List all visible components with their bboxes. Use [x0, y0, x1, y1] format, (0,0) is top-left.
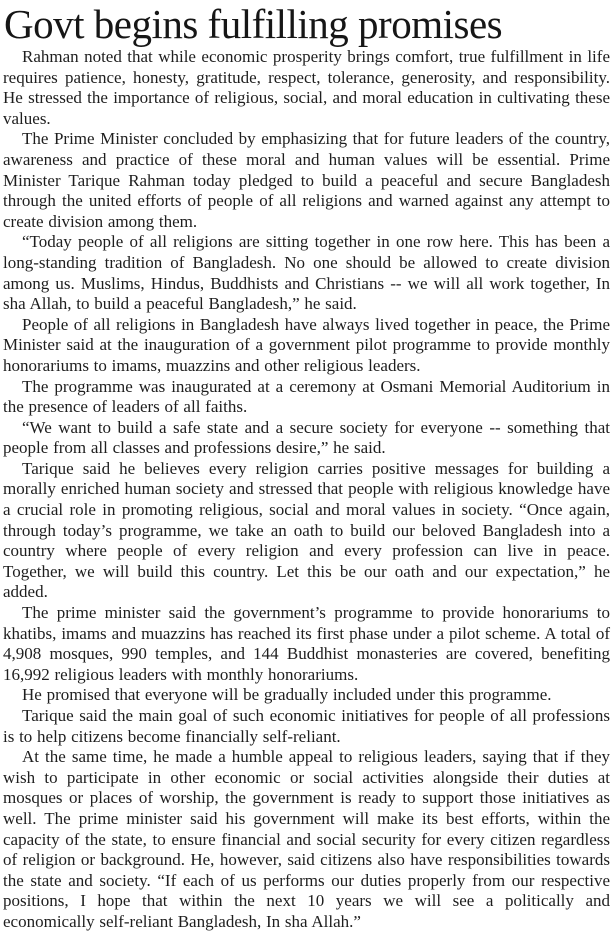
article-paragraph: “Today people of all religions are sitting together in one row here. This has been a long-standing tradition of Bangladesh. No one should be allowed to create division among us. Muslims, Hindus, Buddhists and Christians -- we will all work together, In sha Allah, to build a peaceful Bangladesh,” he said.	[3, 232, 610, 314]
article-paragraph: At the same time, he made a humble appeal to religious leaders, saying that if they wish to participate in other economic or social activities alongside their duties at mosques or places of worship, the government is ready to support those initiatives as well. The prime minister said his government will make its best efforts, within the capacity of the state, to ensure financial and social security for every citizen regardless of religion or background. He, however, said citizens also have responsibilities towards the state and society. “If each of us performs our duties properly from our respective positions, I hope that within the next 10 years we will see a politically and economically self-reliant Bangladesh, In sha Allah.”	[3, 747, 610, 931]
article-paragraph: The programme was inaugurated at a ceremony at Osmani Memorial Auditorium in the presence of leaders of all faiths.	[3, 376, 610, 417]
article-paragraph: The prime minister said the government’s programme to provide honorariums to khatibs, imams and muazzins has reached its first phase under a pilot scheme. A total of 4,908 mosques, 990 temples, and 144 Buddhist monasteries are covered, benefiting 16,992 religious leaders with monthly honorariums.	[3, 603, 610, 684]
article-headline: Govt begins fulfilling promises	[4, 1, 503, 47]
article-paragraph: He promised that everyone will be gradually included under this programme.	[22, 685, 552, 705]
article-paragraph: People of all religions in Bangladesh have always lived together in peace, the Prime Minister said at the inauguration of a government pilot programme to provide monthly honorariums to imams, muazzins and other religious leaders.	[3, 314, 610, 375]
article-body	[3, 47, 610, 933]
article-paragraph: “We want to build a safe state and a secure society for everyone -- something that people from all classes and professions desire,” he said.	[3, 417, 610, 458]
article-paragraph: The Prime Minister concluded by emphasizing that for future leaders of the country, awareness and practice of these moral and human values will be essential. Prime Minister Tarique Rahman today pledged to build a peaceful and secure Bangladesh through the united efforts of people of all religions and warned against any attempt to create division among them.	[3, 129, 610, 231]
article-paragraph: Tarique said the main goal of such economic initiatives for people of all professions is to help citizens become financially self-reliant.	[3, 706, 610, 746]
article-paragraph: Rahman noted that while economic prosperity brings comfort, true fulfillment in life requires patience, honesty, gratitude, respect, tolerance, generosity, and responsibility. He stressed the importance of religious, social, and moral education in cultivating these values.	[3, 47, 610, 128]
article-paragraph: Tarique said he believes every religion carries positive messages for building a morally enriched human society and stressed that people with religious knowledge have a crucial role in promoting religious, social and moral values in society. “Once again, through today’s programme, we take an oath to build our beloved Bangladesh into a country where people of every religion and every profession can live in peace. Together, we will build this country. Let this be our oath and our expectation,” he added.	[3, 458, 610, 602]
